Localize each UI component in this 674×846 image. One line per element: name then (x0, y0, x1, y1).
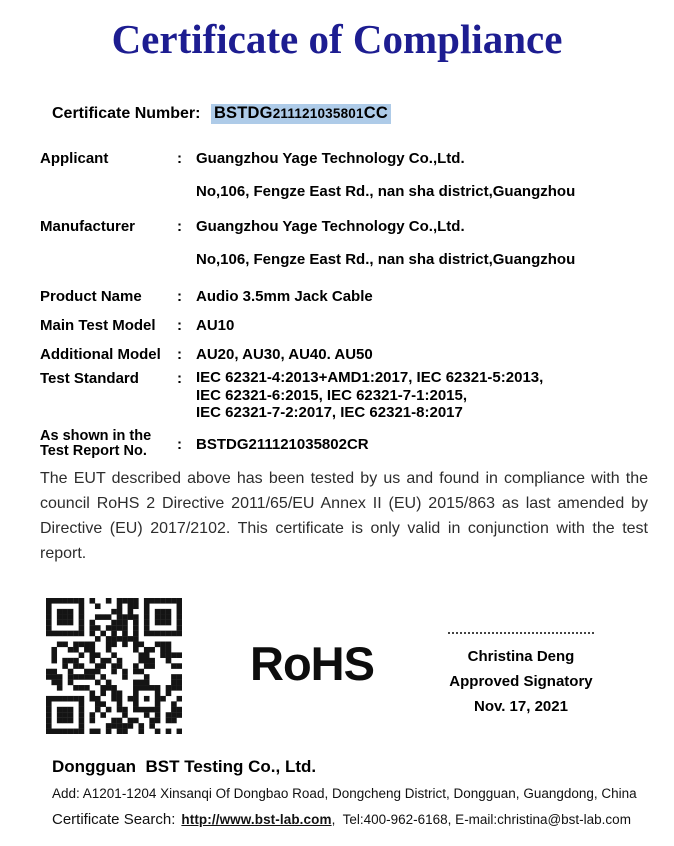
signature-block (442, 632, 600, 719)
page-title: Certificate of Compliance (111, 16, 563, 62)
field-label: Test Standard (40, 370, 139, 387)
field-colon: : (177, 370, 182, 387)
field-colon: : (177, 317, 182, 334)
manufacturer-address: No,106, Fengze East Rd., nan sha district,Guangzhou (196, 251, 576, 268)
field-test-standard (40, 369, 646, 422)
logo-signature-band (0, 598, 674, 740)
signatory-title: Approved Signatory (449, 672, 593, 690)
main-test-model-value: AU10 (196, 317, 235, 334)
field-colon: : (177, 150, 182, 167)
field-label: Product Name (40, 288, 142, 305)
field-additional-model (40, 345, 646, 364)
field-value-group (196, 149, 646, 201)
certificate-number-row (52, 104, 674, 123)
product-name-value: Audio 3.5mm Jack Cable (196, 288, 373, 305)
signature-dotted-line (448, 632, 594, 634)
applicant-address: No,106, Fengze East Rd., nan sha district,Guangzhou (196, 183, 576, 200)
field-label: Additional Model (40, 346, 161, 363)
certificate-search-link[interactable]: http://www.bst-lab.com (181, 811, 332, 827)
lab-address: Add: A1201-1204 Xinsanqi Of Dongbao Road, Dongcheng District, Dongguan, Guangdong, China (52, 785, 637, 801)
certificate-number-digits: 211121035801 (272, 106, 364, 121)
test-standard-line: IEC 62321-7-2:2017, IEC 62321-8:2017 (196, 404, 463, 421)
certificate-number-value (211, 104, 391, 124)
field-product-name (40, 287, 646, 306)
field-label: Applicant (40, 150, 109, 167)
applicant-name: Guangzhou Yage Technology Co.,Ltd. (196, 150, 465, 167)
contact-info: , Tel:400-962-6168, E-mail:christina@bst-lab.com (331, 811, 631, 827)
field-applicant (40, 149, 646, 201)
test-standard-line: IEC 62321-6:2015, IEC 62321-7-1:2015, (196, 386, 468, 404)
signatory-name: Christina Deng (467, 647, 575, 665)
field-main-test-model (40, 316, 646, 335)
test-report-number-value: BSTDG211121035802CR (196, 435, 369, 453)
field-colon: : (177, 346, 182, 363)
certificate-number-label: Certificate Number: (52, 105, 201, 122)
footer (52, 756, 674, 830)
field-label: Main Test Model (40, 317, 156, 334)
certificate-number-prefix: BSTDG (213, 104, 273, 122)
compliance-statement: The EUT described above has been tested by us and found in compliance with the council RoHS 2 Directive 2011/65/EU Annex II (EU) 2015/863 as last amended by Directive (EU) 2017/2102. This certificate is only valid in conjunction with the test report. (40, 469, 648, 562)
certificate-number-suffix: CC (363, 104, 388, 122)
field-test-report-number (40, 429, 646, 460)
lab-company-name: Dongguan BST Testing Co., Ltd. (52, 756, 317, 776)
manufacturer-name: Guangzhou Yage Technology Co.,Ltd. (196, 218, 465, 235)
signature-date: Nov. 17, 2021 (474, 697, 568, 715)
test-standard-line: IEC 62321-4:2013+AMD1:2017, IEC 62321-5:2013, (196, 369, 544, 386)
certificate-search-line (52, 810, 674, 830)
qr-code (46, 598, 182, 734)
test-standard-value-group (196, 369, 646, 422)
field-manufacturer (40, 217, 646, 269)
field-label: Manufacturer (40, 218, 136, 235)
additional-model-value: AU20, AU30, AU40. AU50 (196, 346, 373, 363)
field-colon: : (177, 218, 182, 235)
rohs-logo: RoHS (250, 636, 374, 690)
field-value-group (196, 217, 646, 269)
qr-code-svg (46, 598, 182, 734)
field-label (40, 429, 177, 460)
report-label-line2: Test Report No. (40, 443, 147, 459)
certificate-search-label: Certificate Search: (52, 810, 176, 828)
field-colon: : (177, 288, 182, 305)
report-label-line1: As shown in the (40, 427, 152, 444)
field-colon: : (177, 435, 182, 453)
